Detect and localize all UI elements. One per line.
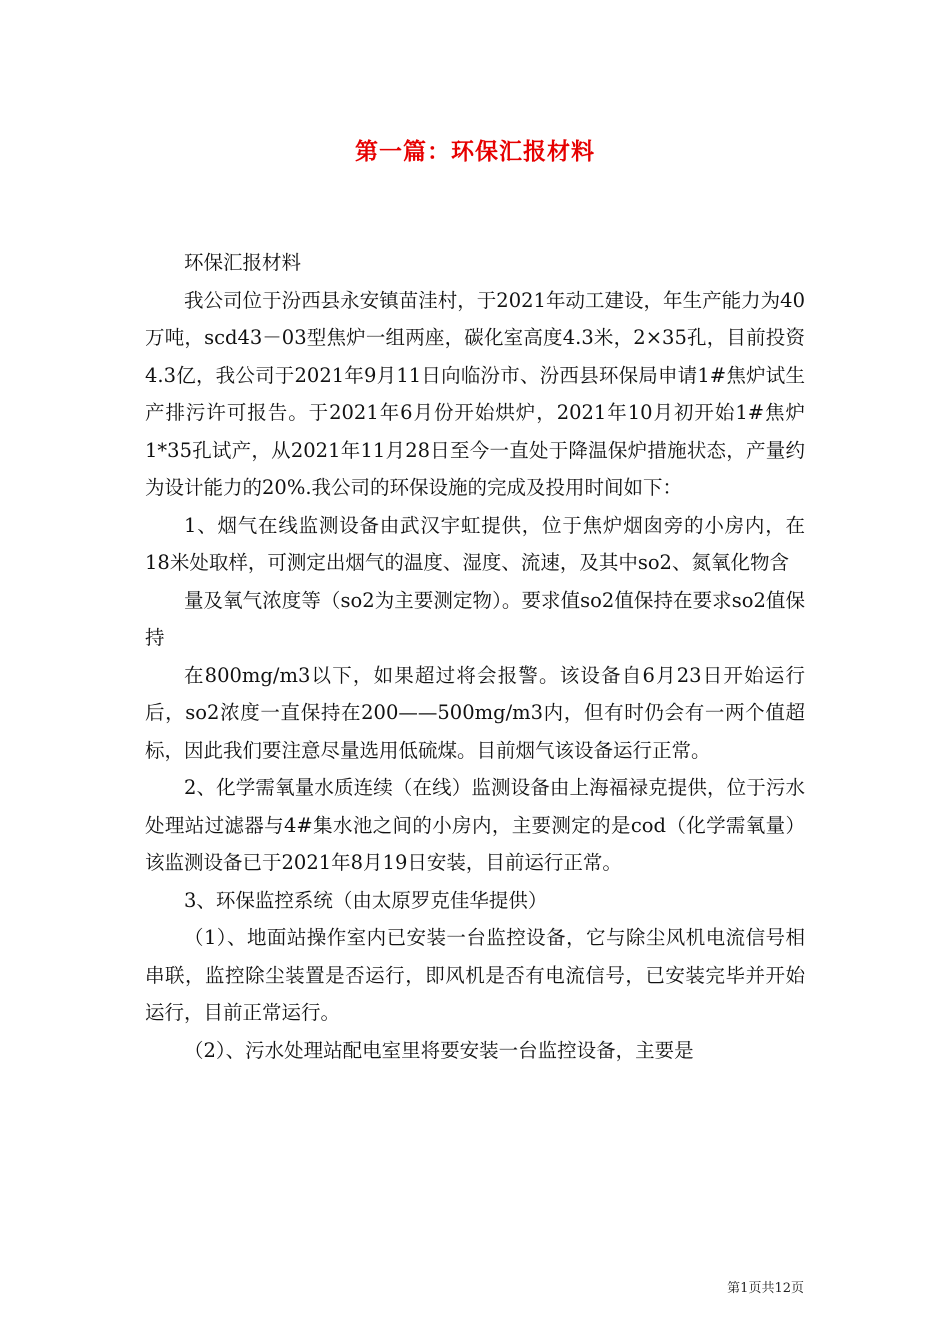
paragraph-item-1-continued: 量及氧气浓度等（so2为主要测定物）。要求值so2值保持在要求so2值保持 (145, 588, 805, 649)
paragraph-item-3: 3、环保监控系统（由太原罗克佳华提供） (184, 888, 548, 912)
document-title: 第一篇：环保汇报材料 (355, 138, 595, 165)
page-number: 第1页共12页 (727, 1281, 804, 1296)
paragraph-intro: 我公司位于汾西县永安镇苗洼村，于2021年动工建设，年生产能力为40万吨，scd43－03型焦炉一组两座，碳化室高度4.3米，2×35孔，目前投资4.3亿，我公司于2021年9月11日向临汾市、汾西县环保局申请1#焦炉试生产排污许可报告。于2021年6月份开始烘炉，2021年10月初开始1#焦炉1*35孔试产，从2021年11月28日至今一直处于降温保炉措施状态，产量约为设计能力的20%.我公司的环保设施的完成及投用时间如下： (145, 288, 805, 499)
paragraph-item-3-sub-2: （2）、污水处理站配电室里将要安装一台监控设备，主要是 (184, 1038, 694, 1062)
paragraph-heading: 环保汇报材料 (184, 251, 302, 274)
paragraph-item-3-sub-1: （1）、地面站操作室内已安装一台监控设备，它与除尘风机电流信号相串联，监控除尘装置是否运行，即风机是否有电流信号，已安装完毕并开始运行，目前正常运行。 (145, 926, 805, 1024)
paragraph-item-2: 2、化学需氧量水质连续（在线）监测设备由上海福禄克提供，位于污水处理站过滤器与4#集水池之间的小房内，主要测定的是cod（化学需氧量）该监测设备已于2021年8月19日安装，目前运行正常。 (145, 776, 805, 874)
paragraph-item-1: 1、烟气在线监测设备由武汉宇虹提供，位于焦炉烟囱旁的小房内，在18米处取样，可测定出烟气的温度、湿度、流速，及其中so2、氮氧化物含 (145, 513, 805, 574)
document-body (145, 244, 805, 1069)
paragraph-item-1-end: 在800mg/m3以下，如果超过将会报警。该设备自6月23日开始运行后，so2浓度一直保持在200——500mg/m3内，但有时仍会有一两个值超标，因此我们要注意尽量选用低硫煤。目前烟气该设备运行正常。 (145, 663, 805, 762)
